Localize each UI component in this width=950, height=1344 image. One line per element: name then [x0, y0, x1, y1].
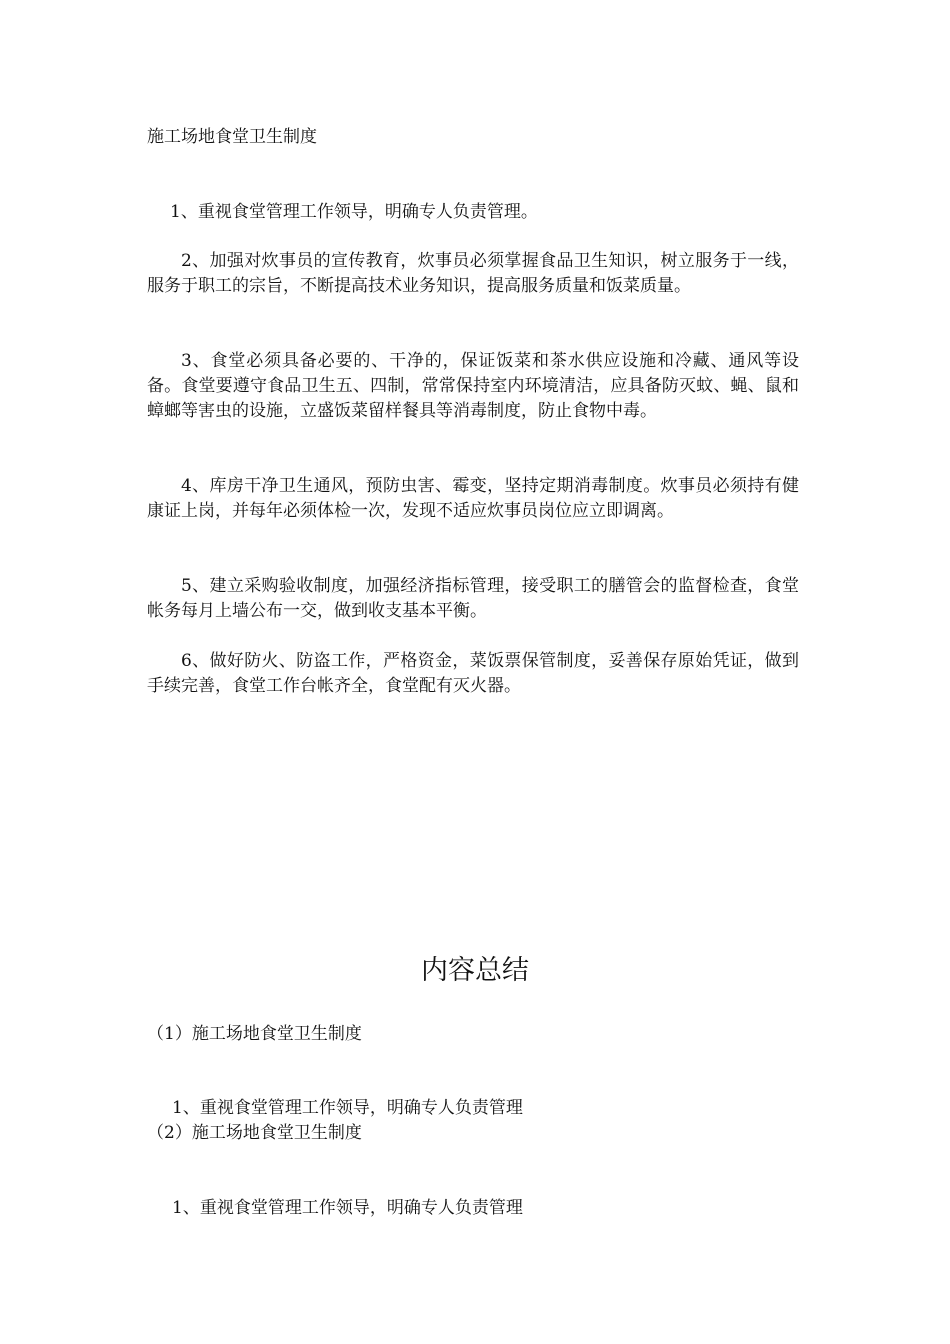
- rule-item-5: 5、建立采购验收制度，加强经济指标管理，接受职工的膳管会的监督检查，食堂帐务每月上墙公布一交，做到收支基本平衡。: [147, 576, 799, 621]
- rule-item-3: 3、食堂必须具备必要的、干净的，保证饭菜和茶水供应设施和冷藏、通风等设备。食堂要遵守食品卫生五、四制，常常保持室内环境清洁，应具备防灭蚊、蝇、鼠和蟑螂等害虫的设施，立盛饭菜留样餐具等消毒制度，防止食物中毒。: [147, 351, 799, 421]
- rule-item-1: 1、重视食堂管理工作领导，明确专人负责管理。: [170, 202, 538, 222]
- rule-item-4: 4、库房干净卫生通风，预防虫害、霉变，坚持定期消毒制度。炊事员必须持有健康证上岗，并每年必须体检一次，发现不适应炊事员岗位应立即调离。: [147, 476, 799, 521]
- summary-entry-1-detail: 1、重视食堂管理工作领导，明确专人负责管理: [172, 1098, 523, 1118]
- summary-entry-2-detail: 1、重视食堂管理工作领导，明确专人负责管理: [172, 1198, 523, 1218]
- summary-entry-2-label: （2）施工场地食堂卫生制度: [147, 1123, 362, 1143]
- summary-entry-1-label: （1）施工场地食堂卫生制度: [147, 1024, 362, 1044]
- document-title: 施工场地食堂卫生制度: [147, 127, 317, 147]
- summary-heading: 内容总结: [421, 955, 529, 986]
- rule-item-6: 6、做好防火、防盗工作，严格资金，菜饭票保管制度，妥善保存原始凭证，做到手续完善，食堂工作台帐齐全，食堂配有灭火器。: [147, 651, 799, 696]
- rule-item-2: 2、加强对炊事员的宣传教育，炊事员必须掌握食品卫生知识，树立服务于一线，服务于职工的宗旨，不断提高技术业务知识，提高服务质量和饭菜质量。: [147, 251, 799, 296]
